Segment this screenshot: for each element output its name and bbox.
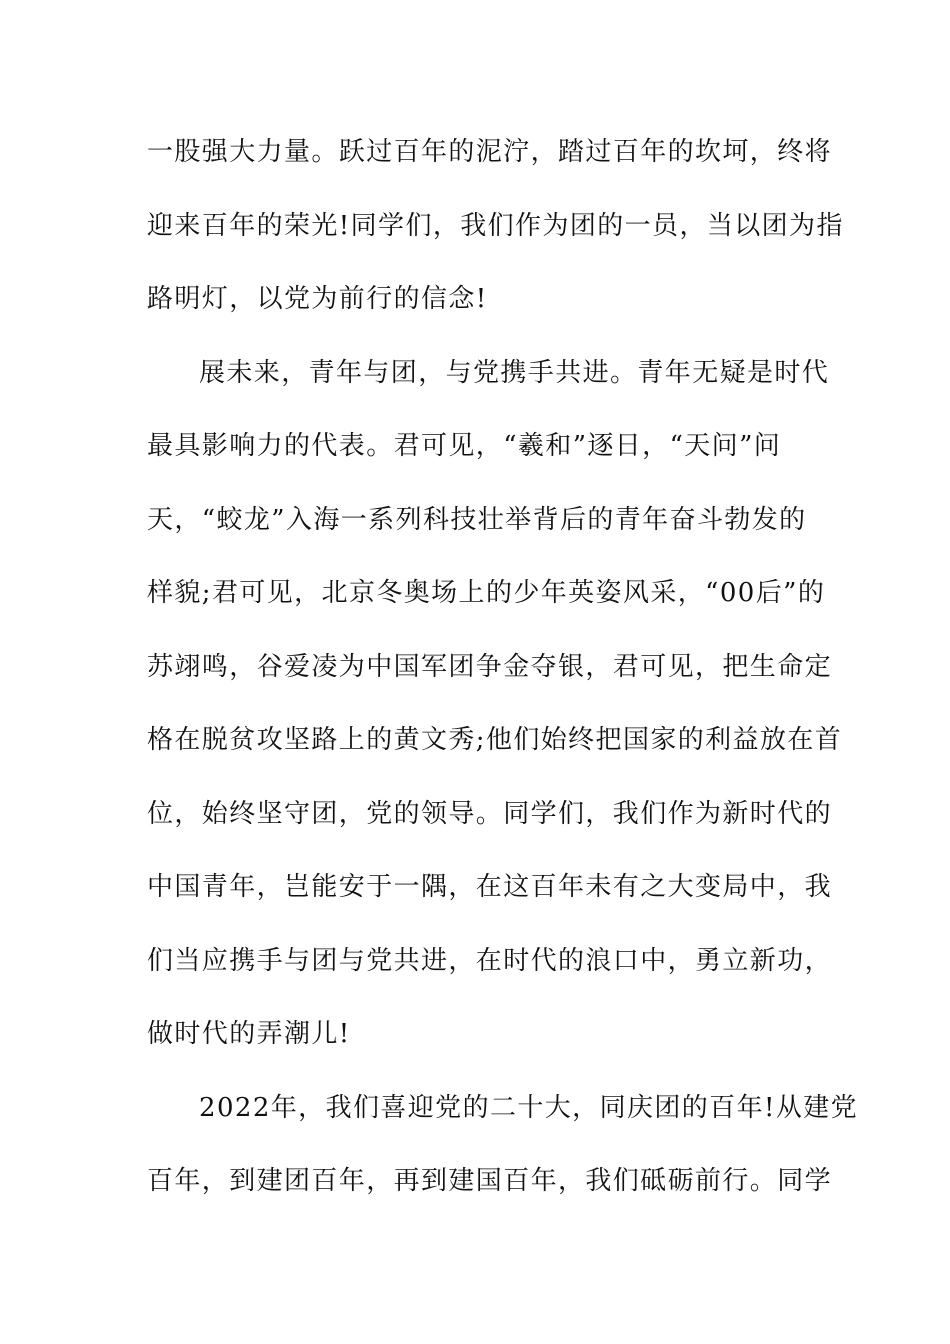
text-line-8: 苏翊鸣，谷爱凌为中国军团争金夺银，君可见，把生命定 [147, 651, 833, 682]
text-line-14: 2022年，我们喜迎党的二十大，同庆团的百年!从建党 [199, 1092, 859, 1123]
text-line-4: 展未来，青年与团，与党携手共进。青年无疑是时代 [199, 357, 830, 388]
text-line-5: 最具影响力的代表。君可见，“羲和”逐日，“天问”问 [147, 431, 782, 461]
text-line-9: 格在脱贫攻坚路上的黄文秀;他们始终把国家的利益放在首 [147, 725, 843, 755]
text-line-6: 天，“蛟龙”入海一系列科技壮举背后的青年奋斗勃发的 [147, 504, 807, 535]
body-text [147, 122, 859, 1225]
text-line-1: 一股强大力量。跃过百年的泥泞，踏过百年的坎坷，终将 [147, 137, 833, 167]
text-line-13: 做时代的弄潮儿! [147, 1019, 351, 1049]
text-line-2: 迎来百年的荣光!同学们，我们作为团的一员，当以团为指 [147, 210, 844, 241]
text-line-11: 中国青年，岂能安于一隅，在这百年未有之大变局中，我 [147, 872, 833, 902]
text-line-10: 位，始终坚守团，党的领导。同学们，我们作为新时代的 [147, 798, 833, 829]
text-line-12: 们当应携手与团与党共进，在时代的浪口中，勇立新功， [147, 945, 833, 976]
text-line-7: 样貌;君可见，北京冬奥场上的少年英姿风采，“00后”的 [147, 578, 826, 608]
text-line-15: 百年，到建团百年，再到建国百年，我们砥砺前行。同学 [147, 1166, 833, 1196]
text-line-3: 路明灯，以党为前行的信念! [147, 284, 488, 314]
